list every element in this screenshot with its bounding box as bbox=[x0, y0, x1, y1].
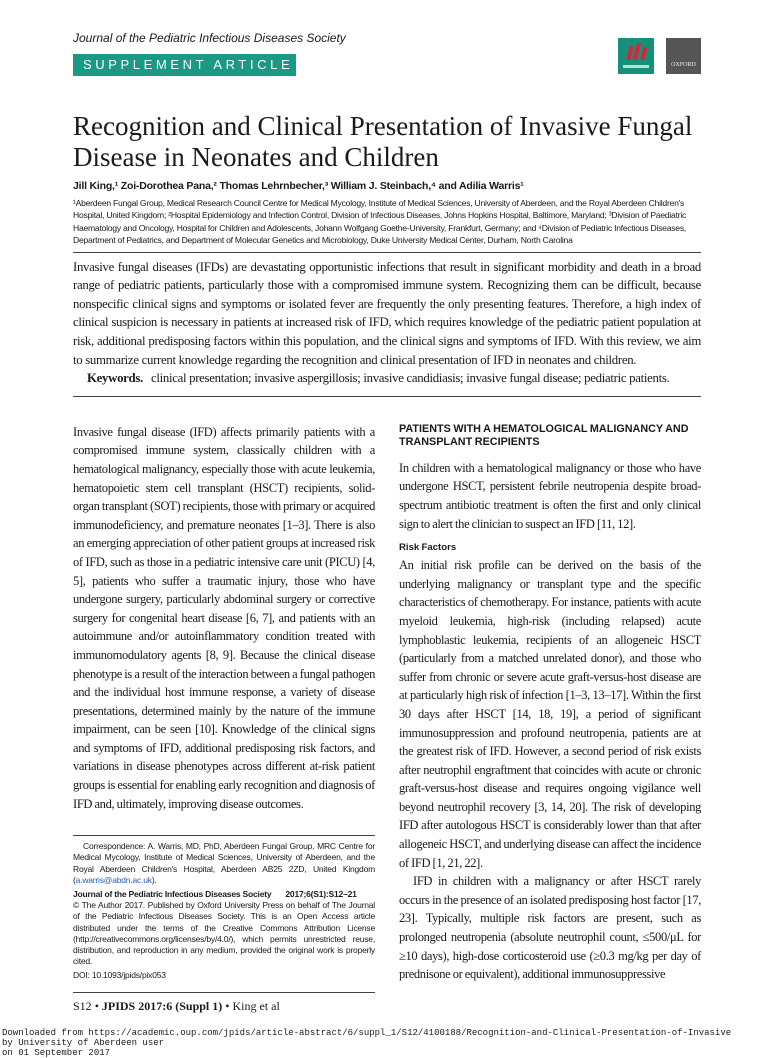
bullet: • bbox=[225, 998, 230, 1013]
divider bbox=[73, 252, 701, 253]
correspondence-close: ). bbox=[151, 874, 157, 885]
email-link[interactable]: a.warris@abdn.ac.uk bbox=[75, 874, 152, 885]
footnote-citation: 2017;6(S1):S12–21 bbox=[285, 889, 357, 900]
body-columns bbox=[73, 423, 701, 1014]
body-paragraph: In children with a hematological malignancy or those who have undergone HSCT, persistent febrile neutropenia despite broad-spectrum antibiotic treatment is often the first and only clinical sign to alert the clinician to suspect an IFD [11, 12]. bbox=[399, 460, 701, 531]
body-paragraph: IFD in children with a malignancy or after HSCT rarely occurs in the presence of an isolated predisposing host factor [17, 23]. Typically, multiple risk factors are present, such as prolonged neutropenia (absolute neutrophil count, ≤500/μL for ≥10 days), high-dose corticosteroid use (≥0.3 mg/kg per day of prednisone or equivalent), additional immunosuppressive bbox=[399, 874, 701, 982]
pids-logo bbox=[618, 38, 654, 74]
body-paragraph: An initial risk profile can be derived on the basis of the underlying malignancy or transplant type and the specific characteristics of chemotherapy. For instance, patients with acute myeloid leukemia, high-risk (including relapsed) acute lymphoblastic leukemia, recipients of an allogeneic HSCT (particularly from a matched unrelated donor), and those who suffer from chronic or severe acute graft-versus-host disease are at particularly high risk of infection [1–3, 13–17]. Within the first 30 days after HSCT [14, 18, 19], a period of significant immunosuppression and profound neutropenia, patients are at the greatest risk of IFD. However, a second period of risk exists after neutrophil engraftment that coincides with acute or chronic graft-versus-host disease and requires ongoing vigilance well beyond neutrophil recovery [3, 14, 20]. The risk of developing IFD after autologous HSCT is considerably lower than that after allogeneic HSCT, and underlying disease can affect the incidence of IFD [1, 21, 22]. bbox=[399, 558, 701, 870]
left-column bbox=[73, 423, 375, 1014]
license-text: © The Author 2017. Published by Oxford University Press on behalf of The Journal of the Pediatric Infectious Diseases Society. This is an Open Access article distributed under the terms of the Creative Commons Attribution License (http://creativecommons.org/licenses/by/4.0/), which permits unrestricted reuse, distribution, and reproduction in any medium, provided the original work is properly cited. bbox=[73, 900, 375, 967]
abstract: Invasive fungal diseases (IFDs) are devastating opportunistic infections that result in significant morbidity and death in a broad range of pediatric patients, particularly those with a compromised immune system. Recognizing them can be difficult, because nonspecific clinical signs and symptoms or isolated fever are frequently the only presenting features. Therefore, a high index of clinical suspicion is necessary in patients at increased risk of IFD, which requires knowledge of the pediatric patient population at risk, additional predisposing factors within this population, and the clinical signs and symptoms of IFD. With this review, we aim to summarize current knowledge regarding the recognition and clinical presentation of IFD in neonates and children. bbox=[73, 259, 701, 367]
download-notice: Downloaded from https://academic.oup.com/jpids/article-abstract/6/suppl_1/S12/4100188/Recognition-and-Clinical-Presentation-of-Invasive by University of Aberdeen user on 01 September 2017 bbox=[2, 1027, 732, 1058]
keywords-label: Keywords. bbox=[87, 371, 143, 386]
journal-name: Journal of the Pediatric Infectious Diseases Society bbox=[73, 31, 346, 45]
article-title: Recognition and Clinical Presentation of Invasive Fungal Disease in Neonates and Children bbox=[73, 111, 693, 172]
author-list: Jill King,¹ Zoi-Dorothea Pana,² Thomas Lehrnbecher,³ William J. Steinbach,⁴ and Adilia Warris¹ bbox=[73, 180, 524, 192]
page-number: S12 bbox=[73, 998, 92, 1013]
keywords bbox=[73, 369, 701, 388]
subsection-heading: Risk Factors bbox=[399, 542, 457, 554]
correspondence bbox=[73, 841, 375, 886]
pids-logo-icon bbox=[618, 38, 654, 74]
footnote-divider bbox=[73, 835, 375, 836]
doi: DOI: 10.1093/jpids/pix053 bbox=[73, 970, 166, 981]
page-footer bbox=[73, 998, 375, 1014]
page-header bbox=[73, 31, 701, 101]
keywords-text: clinical presentation; invasive aspergillosis; invasive candidiasis; invasive fungal disease; pediatric patients. bbox=[150, 371, 670, 386]
footer-divider bbox=[73, 992, 375, 993]
correspondence-text: Correspondence: A. Warris, MD, PhD, Aberdeen Fungal Group, MRC Centre for Medical Mycology, Institute of Medical Sciences, University of Aberdeen, and the Royal Aberdeen Children's Hospital, Aberdeen AB25 2ZD, United Kingdom ( bbox=[73, 841, 375, 885]
affiliations: ¹Aberdeen Fungal Group, Medical Research Council Centre for Medical Mycology, Institute of Medical Sciences, University of Aberdeen, and the Royal Aberdeen Children's Hospital, United Kingdom; ²Hospital Epidemiology and Infection Control, Division of Infectious Diseases, Johns Hopkins Hospital, Baltimore, Maryland; ³Division of Paediatric Haematology and Oncology, Hospital for Children and Adolescents, Johann Wolfgang Goethe-University, Frankfurt, Germany; and ⁴Division of Pediatric Infectious Diseases, Department of Pediatrics, and Department of Molecular Genetics and Microbiology, Duke University Medical Center, Durham, North Carolina bbox=[73, 198, 687, 246]
section-heading: PATIENTS WITH A HEMATOLOGICAL MALIGNANCY AND TRANSPLANT RECIPIENTS bbox=[399, 422, 689, 448]
footer-authors: King et al bbox=[232, 998, 280, 1013]
footer-journal: JPIDS 2017:6 (Suppl 1) bbox=[101, 998, 223, 1013]
divider bbox=[73, 396, 701, 397]
article-type-banner: SUPPLEMENT ARTICLE bbox=[73, 54, 296, 76]
footnote-journal: Journal of the Pediatric Infectious Diseases Society bbox=[73, 889, 272, 900]
oxford-logo: OXFORD bbox=[666, 38, 701, 74]
journal-citation bbox=[73, 889, 375, 900]
body-paragraph: Invasive fungal disease (IFD) affects primarily patients with a compromised immune system, classically children with a hematological malignancy, especially those with acute leukemia, hematopoietic stem cell transplant (HSCT) recipients, solid-organ transplant (SOT) recipients, those with primary or acquired immunodeficiency, and premature neonates [1–3]. There is also an emerging appreciation of other patient groups at increased risk of IFD, such as those in a pediatric intensive care unit (PICU) [4, 5], patients who suffer a traumatic injury, those who have undergone surgery, particularly abdominal surgery or corrective surgery for congenital heart disease [6, 7], and patients with an autoimmune and/or autoinflammatory condition treated with immunomodulatory agents [8, 9]. Because the clinical disease phenotype is a result of the interaction between a fungal pathogen and the individual host immune response, a variety of disease presentations, determined mainly by the nature of the immune impairment, can be seen [10]. Knowledge of the clinical signs and symptoms of IFD, additional predisposing risk factors, and variations in disease phenotypes across different at-risk patient groups is essential for enabling early recognition and diagnosis of IFD and, ultimately, improving disease outcomes. bbox=[73, 424, 375, 811]
bullet: • bbox=[94, 998, 99, 1013]
right-column bbox=[399, 423, 701, 984]
footnote bbox=[73, 841, 375, 981]
